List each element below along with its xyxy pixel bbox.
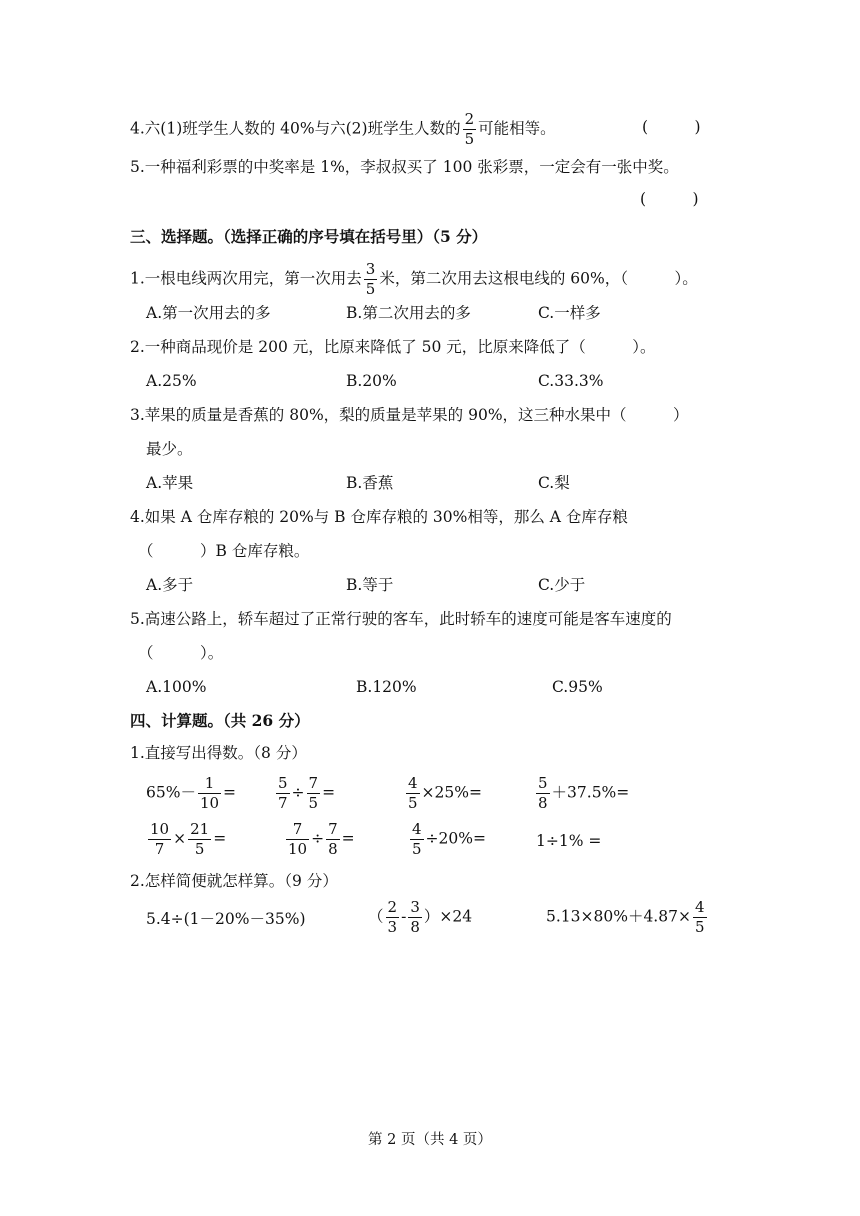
- expr-text: =: [223, 783, 237, 802]
- denominator: 5: [412, 840, 422, 858]
- fraction: [463, 112, 477, 147]
- fraction: [536, 776, 550, 811]
- denominator: 5: [308, 794, 319, 812]
- choice-question-4-cont: （ ）B 仓库存粮。: [138, 542, 310, 560]
- option-a[interactable]: A.苹果: [146, 474, 194, 492]
- numerator: 1: [198, 776, 221, 794]
- section-heading-calc: 四、计算题。（共 26 分）: [130, 711, 310, 730]
- numerator: 4: [412, 820, 422, 838]
- denominator: 5: [365, 280, 376, 298]
- fraction: [408, 900, 422, 935]
- option-c[interactable]: C.33.3%: [538, 372, 604, 390]
- expr-text: =: [322, 783, 336, 802]
- denominator: 5: [464, 130, 475, 148]
- numerator: 4: [694, 898, 705, 916]
- choice-question-5-cont: （ ）。: [138, 644, 224, 662]
- numerator: 2: [464, 110, 475, 128]
- choice-question-3-cont: 最少。: [146, 440, 193, 458]
- denominator: 8: [410, 918, 420, 936]
- option-b[interactable]: B.香蕉: [346, 474, 394, 492]
- numerator: 4: [408, 774, 418, 792]
- operator: ×: [173, 829, 187, 848]
- numerator: 2: [387, 898, 398, 916]
- operator: -: [401, 907, 407, 926]
- page-footer: 第 2 页（共 4 页）: [368, 1132, 492, 1148]
- option-c[interactable]: C.一样多: [538, 304, 601, 322]
- calc-item: [408, 822, 486, 857]
- fraction: [364, 262, 378, 297]
- calc-item: 1÷1% =: [536, 832, 602, 850]
- numerator: 5: [538, 774, 548, 792]
- expr-text: ）×24: [423, 907, 473, 926]
- option-a[interactable]: A.100%: [146, 678, 207, 696]
- denominator: 5: [194, 840, 205, 858]
- calc-item: [534, 776, 629, 811]
- answer-blank[interactable]: ( ): [640, 190, 699, 208]
- expr-text: 65%－: [146, 783, 196, 802]
- option-b[interactable]: B.等于: [346, 576, 394, 594]
- calc-item: [274, 776, 335, 811]
- denominator: 5: [694, 918, 705, 936]
- denominator: 3: [387, 918, 398, 936]
- denominator: 10: [288, 840, 308, 858]
- expr-text: 5.13×80%＋4.87×: [546, 907, 691, 926]
- calc-subsection-1: 1.直接写出得数。（8 分）: [130, 744, 307, 762]
- fraction: [410, 822, 424, 857]
- choice-question-3: 3.苹果的质量是香蕉的 80%，梨的质量是苹果的 90%，这三种水果中（ ）: [130, 406, 689, 424]
- question-text: 可能相等。: [478, 119, 556, 138]
- question-text: 4.六(1)班学生人数的 40%与六(2)班学生人数的: [130, 119, 461, 138]
- option-a[interactable]: A.25%: [146, 372, 197, 390]
- expr-text: ＋37.5%=: [551, 783, 630, 802]
- operator: ÷: [291, 783, 305, 802]
- choice-question-4: 4.如果 A 仓库存粮的 20%与 B 仓库存粮的 30%相等，那么 A 仓库存粮: [130, 508, 628, 526]
- numerator: 7: [328, 820, 338, 838]
- choice-question-2: 2.一种商品现价是 200 元，比原来降低了 50 元，比原来降低了（ ）。: [130, 338, 656, 356]
- denominator: 8: [328, 840, 338, 858]
- numerator: 3: [410, 898, 420, 916]
- denominator: 5: [408, 794, 418, 812]
- option-c[interactable]: C.95%: [552, 678, 603, 696]
- denominator: 10: [199, 794, 220, 812]
- simplify-item-3: [546, 900, 709, 935]
- operator: ÷: [311, 829, 325, 848]
- calc-item: [404, 776, 482, 811]
- expr-text: ÷20%=: [425, 829, 486, 848]
- numerator: 21: [190, 820, 210, 838]
- judge-question-4: [130, 112, 556, 147]
- denominator: 8: [538, 794, 548, 812]
- answer-blank[interactable]: ( ): [642, 118, 701, 136]
- fraction: [276, 776, 290, 811]
- judge-question-5: 5.一种福利彩票的中奖率是 1%，李叔叔买了 100 张彩票，一定会有一张中奖。: [130, 158, 679, 176]
- simplify-item-2: [368, 900, 472, 935]
- option-a[interactable]: A.第一次用去的多: [146, 304, 271, 322]
- fraction: [406, 776, 420, 811]
- option-c[interactable]: C.梨: [538, 474, 570, 492]
- expr-text: ×25%=: [421, 783, 482, 802]
- option-b[interactable]: B.第二次用去的多: [346, 304, 471, 322]
- option-a[interactable]: A.多于: [146, 576, 194, 594]
- numerator: 7: [308, 774, 319, 792]
- fraction: [307, 776, 321, 811]
- choice-question-1: [130, 262, 698, 297]
- option-b[interactable]: B.20%: [346, 372, 397, 390]
- question-text: 米，第二次用去这根电线的 60%，（ ）。: [379, 269, 698, 288]
- option-c[interactable]: C.少于: [538, 576, 586, 594]
- simplify-item-1: 5.4÷(1－20%－35%): [146, 910, 306, 928]
- expr-text: =: [341, 829, 355, 848]
- numerator: 5: [278, 774, 288, 792]
- fraction: [693, 900, 707, 935]
- calc-item: [146, 822, 226, 857]
- expr-text: （: [368, 907, 384, 926]
- denominator: 7: [278, 794, 288, 812]
- fraction: [386, 900, 400, 935]
- fraction: [188, 822, 211, 857]
- calc-item: [284, 822, 355, 857]
- numerator: 10: [150, 820, 170, 838]
- fraction: [148, 822, 171, 857]
- question-text: 1.一根电线两次用完，第一次用去: [130, 269, 362, 288]
- calc-item: [146, 776, 236, 811]
- calc-subsection-2: 2.怎样简便就怎样算。（9 分）: [130, 872, 338, 890]
- fraction: [326, 822, 340, 857]
- numerator: 7: [286, 822, 309, 840]
- numerator: 3: [365, 260, 376, 278]
- option-b[interactable]: B.120%: [356, 678, 417, 696]
- fraction: [198, 776, 221, 811]
- denominator: 7: [154, 840, 165, 858]
- fraction: [286, 822, 309, 857]
- section-heading-choice: 三、选择题。（选择正确的序号填在括号里）（5 分）: [130, 227, 488, 246]
- expr-text: =: [213, 829, 227, 848]
- choice-question-5: 5.高速公路上，轿车超过了正常行驶的客车，此时轿车的速度可能是客车速度的: [130, 610, 672, 628]
